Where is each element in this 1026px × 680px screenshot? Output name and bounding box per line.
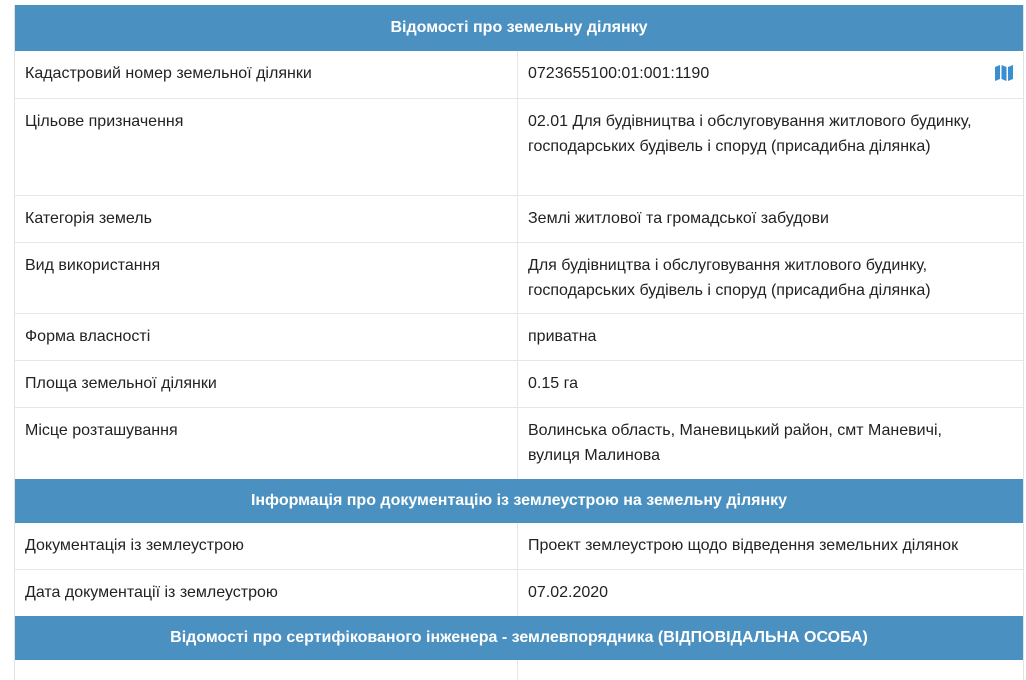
- row-value: 07.02.2020: [528, 584, 609, 601]
- table-row: [15, 51, 1023, 99]
- row-label: Категорія земель: [15, 196, 518, 242]
- row-label: Цільове призначення: [15, 99, 518, 195]
- row-label: Місце розташування: [15, 408, 518, 479]
- row-label-empty: [15, 660, 518, 680]
- section-title: Відомості про сертифікованого інженера - землевпорядника (ВІДПОВІДАЛЬНА ОСОБА): [170, 629, 868, 646]
- row-value-empty: [518, 660, 1023, 680]
- section-title: Інформація про документацію із землеустрою на земельну ділянку: [250, 492, 788, 509]
- row-label: Форма власності: [15, 314, 518, 360]
- table-row: [15, 314, 1023, 361]
- table-row: [15, 361, 1023, 408]
- section-title: Відомості про земельну ділянку: [390, 19, 648, 36]
- table-row: [15, 243, 1023, 314]
- section-header-engineer: [15, 616, 1023, 660]
- table-row: [15, 99, 1023, 196]
- row-label: Дата документації із землеустрою: [15, 570, 518, 616]
- row-value: Для будівництва і обслуговування житлового будинку, господарських будівель і споруд (присадибна ділянка): [528, 257, 931, 299]
- row-value: Землі житлової та громадської забудови: [528, 210, 829, 227]
- section-header-documentation: [15, 479, 1023, 523]
- row-value-cell: [518, 51, 1023, 98]
- row-label: Площа земельної ділянки: [15, 361, 518, 407]
- table-row: [15, 523, 1023, 570]
- map-icon[interactable]: [994, 64, 1014, 82]
- row-label: Кадастровий номер земельної ділянки: [15, 51, 518, 98]
- table-row: [15, 570, 1023, 616]
- row-value: Волинська область, Маневицький район, смт Маневичі, вулиця Малинова: [528, 422, 942, 464]
- row-label: Вид використання: [15, 243, 518, 313]
- cadastral-number: 0723655100:01:001:1190: [528, 65, 710, 82]
- row-label: Документація із землеустрою: [15, 523, 518, 569]
- row-value: приватна: [528, 328, 597, 345]
- table-row: [15, 196, 1023, 243]
- land-info-table: [14, 5, 1024, 680]
- row-value: 0.15 га: [528, 375, 578, 392]
- table-row: [15, 408, 1023, 479]
- table-row-partial: [15, 660, 1023, 680]
- row-value: 02.01 Для будівництва і обслуговування житлового будинку, господарських будівель і споруд (присадибна ділянка): [528, 113, 972, 155]
- section-header-land-info: [15, 5, 1023, 51]
- row-value: Проект землеустрою щодо відведення земельних ділянок: [528, 537, 959, 554]
